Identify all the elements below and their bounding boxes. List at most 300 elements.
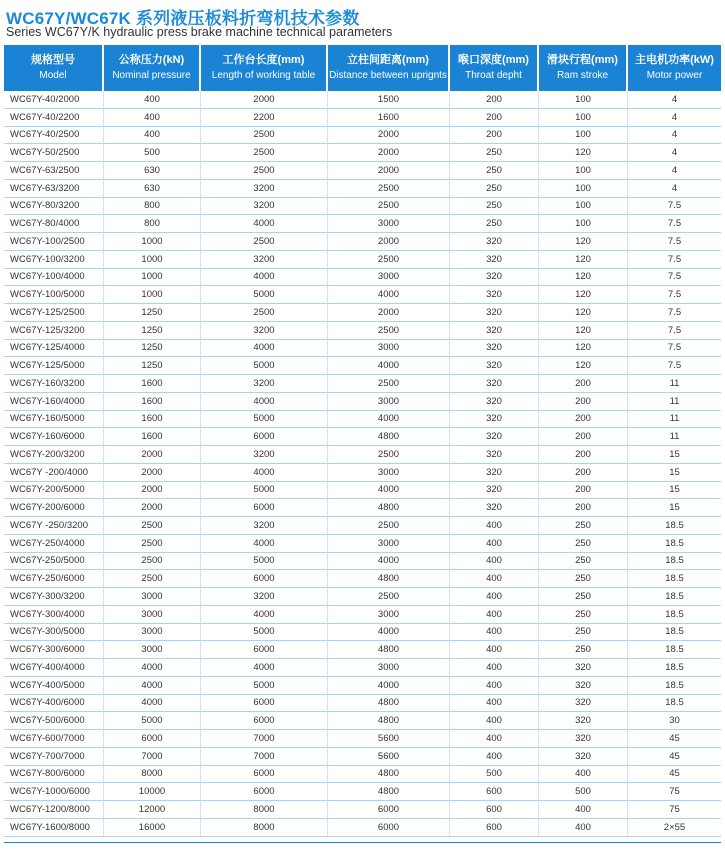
table-row — [4, 286, 721, 304]
cell-motor-power: 11 — [628, 428, 721, 446]
cell-upright-distance: 1600 — [328, 109, 450, 127]
cell-throat-depth: 250 — [450, 144, 539, 162]
cell-ram-stroke: 250 — [539, 606, 628, 624]
cell-nominal-pressure: 1000 — [104, 269, 201, 287]
cell-nominal-pressure: 2000 — [104, 446, 201, 464]
cell-motor-power: 15 — [628, 482, 721, 500]
cell-nominal-pressure: 3000 — [104, 606, 201, 624]
cell-ram-stroke: 250 — [539, 553, 628, 571]
table-row — [4, 322, 721, 340]
cell-model: WC67Y-80/3200 — [4, 198, 104, 216]
cell-upright-distance: 3000 — [328, 464, 450, 482]
cell-throat-depth: 400 — [450, 695, 539, 713]
table-row — [4, 162, 721, 180]
cell-table-length: 8000 — [201, 801, 328, 819]
cell-table-length: 7000 — [201, 730, 328, 748]
cell-model: WC67Y-1000/6000 — [4, 783, 104, 801]
cell-table-length: 4000 — [201, 269, 328, 287]
cell-nominal-pressure: 630 — [104, 162, 201, 180]
cell-motor-power: 4 — [628, 144, 721, 162]
cell-model: WC67Y-100/4000 — [4, 269, 104, 287]
cell-upright-distance: 2500 — [328, 198, 450, 216]
cell-table-length: 6000 — [201, 712, 328, 730]
cell-ram-stroke: 200 — [539, 464, 628, 482]
cell-upright-distance: 4000 — [328, 677, 450, 695]
cell-motor-power: 75 — [628, 801, 721, 819]
cell-nominal-pressure: 4000 — [104, 659, 201, 677]
cell-model: WC67Y-400/6000 — [4, 695, 104, 713]
cell-throat-depth: 200 — [450, 109, 539, 127]
cell-ram-stroke: 320 — [539, 677, 628, 695]
cell-nominal-pressure: 1250 — [104, 340, 201, 358]
cell-throat-depth: 320 — [450, 375, 539, 393]
column-header-en: Throat depht — [465, 70, 522, 81]
header-row — [4, 45, 721, 91]
cell-model: WC67Y-250/4000 — [4, 535, 104, 553]
cell-throat-depth: 400 — [450, 712, 539, 730]
table-row — [4, 570, 721, 588]
cell-motor-power: 18.5 — [628, 695, 721, 713]
cell-table-length: 2500 — [201, 233, 328, 251]
cell-upright-distance: 1500 — [328, 91, 450, 109]
cell-throat-depth: 250 — [450, 198, 539, 216]
cell-throat-depth: 400 — [450, 588, 539, 606]
cell-nominal-pressure: 2500 — [104, 570, 201, 588]
cell-motor-power: 7.5 — [628, 357, 721, 375]
cell-model: WC67Y-200/3200 — [4, 446, 104, 464]
cell-model: WC67Y-100/2500 — [4, 233, 104, 251]
cell-motor-power: 4 — [628, 180, 721, 198]
cell-ram-stroke: 200 — [539, 375, 628, 393]
cell-nominal-pressure: 1600 — [104, 375, 201, 393]
cell-table-length: 3200 — [201, 446, 328, 464]
cell-throat-depth: 500 — [450, 766, 539, 784]
cell-table-length: 3200 — [201, 375, 328, 393]
table-row — [4, 588, 721, 606]
column-header-en: Ram stroke — [556, 70, 609, 81]
table-row — [4, 695, 721, 713]
cell-ram-stroke: 100 — [539, 180, 628, 198]
cell-upright-distance: 2000 — [328, 162, 450, 180]
cell-motor-power: 15 — [628, 499, 721, 517]
cell-throat-depth: 320 — [450, 269, 539, 287]
cell-throat-depth: 320 — [450, 464, 539, 482]
table-row — [4, 411, 721, 429]
cell-upright-distance: 4000 — [328, 553, 450, 571]
cell-motor-power: 18.5 — [628, 535, 721, 553]
cell-upright-distance: 4800 — [328, 712, 450, 730]
cell-model: WC67Y-40/2000 — [4, 91, 104, 109]
table-row — [4, 304, 721, 322]
column-header-nominal-pressure — [104, 45, 201, 91]
cell-nominal-pressure: 2000 — [104, 464, 201, 482]
cell-table-length: 6000 — [201, 428, 328, 446]
table-row — [4, 748, 721, 766]
cell-ram-stroke: 400 — [539, 766, 628, 784]
cell-table-length: 8000 — [201, 819, 328, 837]
cell-motor-power: 4 — [628, 91, 721, 109]
cell-ram-stroke: 200 — [539, 482, 628, 500]
cell-model: WC67Y-300/4000 — [4, 606, 104, 624]
cell-nominal-pressure: 1000 — [104, 251, 201, 269]
cell-table-length: 5000 — [201, 482, 328, 500]
page-subtitle: Series WC67Y/K hydraulic press brake machine technical parameters — [6, 25, 393, 39]
cell-motor-power: 18.5 — [628, 553, 721, 571]
cell-model: WC67Y-125/4000 — [4, 340, 104, 358]
cell-nominal-pressure: 1000 — [104, 286, 201, 304]
cell-throat-depth: 320 — [450, 482, 539, 500]
cell-nominal-pressure: 400 — [104, 109, 201, 127]
cell-nominal-pressure: 3000 — [104, 641, 201, 659]
cell-throat-depth: 400 — [450, 748, 539, 766]
column-header-model — [4, 45, 104, 91]
cell-upright-distance: 2500 — [328, 375, 450, 393]
column-header-motor-power — [628, 45, 721, 91]
cell-model: WC67Y-125/5000 — [4, 357, 104, 375]
cell-nominal-pressure: 12000 — [104, 801, 201, 819]
table-row — [4, 446, 721, 464]
page-title: WC67Y/WC67K 系列液压板料折弯机技术参数 — [6, 9, 360, 28]
cell-ram-stroke: 200 — [539, 393, 628, 411]
cell-table-length: 3200 — [201, 517, 328, 535]
cell-table-length: 2500 — [201, 304, 328, 322]
cell-upright-distance: 4800 — [328, 428, 450, 446]
cell-upright-distance: 4800 — [328, 499, 450, 517]
cell-table-length: 2500 — [201, 162, 328, 180]
cell-ram-stroke: 120 — [539, 269, 628, 287]
cell-motor-power: 11 — [628, 411, 721, 429]
cell-ram-stroke: 120 — [539, 304, 628, 322]
cell-table-length: 4000 — [201, 535, 328, 553]
cell-motor-power: 4 — [628, 109, 721, 127]
cell-table-length: 5000 — [201, 286, 328, 304]
cell-table-length: 6000 — [201, 499, 328, 517]
cell-throat-depth: 320 — [450, 251, 539, 269]
table-row — [4, 499, 721, 517]
cell-upright-distance: 2500 — [328, 322, 450, 340]
cell-ram-stroke: 100 — [539, 162, 628, 180]
cell-model: WC67Y-250/5000 — [4, 553, 104, 571]
cell-motor-power: 2×55 — [628, 819, 721, 837]
cell-model: WC67Y-160/4000 — [4, 393, 104, 411]
cell-ram-stroke: 120 — [539, 357, 628, 375]
table-row — [4, 553, 721, 571]
cell-upright-distance: 3000 — [328, 606, 450, 624]
cell-nominal-pressure: 800 — [104, 215, 201, 233]
cell-model: WC67Y -200/4000 — [4, 464, 104, 482]
cell-nominal-pressure: 630 — [104, 180, 201, 198]
table-row — [4, 624, 721, 642]
spec-table — [4, 45, 721, 837]
cell-nominal-pressure: 500 — [104, 144, 201, 162]
cell-nominal-pressure: 8000 — [104, 766, 201, 784]
cell-motor-power: 18.5 — [628, 517, 721, 535]
cell-throat-depth: 320 — [450, 286, 539, 304]
cell-ram-stroke: 120 — [539, 144, 628, 162]
table-row — [4, 109, 721, 127]
cell-throat-depth: 320 — [450, 393, 539, 411]
table-row — [4, 783, 721, 801]
cell-motor-power: 45 — [628, 766, 721, 784]
cell-model: WC67Y-160/3200 — [4, 375, 104, 393]
cell-table-length: 4000 — [201, 340, 328, 358]
cell-nominal-pressure: 4000 — [104, 677, 201, 695]
cell-upright-distance: 4000 — [328, 482, 450, 500]
cell-model: WC67Y-80/4000 — [4, 215, 104, 233]
cell-motor-power: 15 — [628, 446, 721, 464]
cell-table-length: 6000 — [201, 695, 328, 713]
cell-throat-depth: 400 — [450, 535, 539, 553]
table-body — [4, 91, 721, 837]
cell-ram-stroke: 200 — [539, 446, 628, 464]
cell-throat-depth: 600 — [450, 801, 539, 819]
table-row — [4, 251, 721, 269]
table-row — [4, 677, 721, 695]
cell-upright-distance: 6000 — [328, 801, 450, 819]
cell-model: WC67Y-40/2500 — [4, 127, 104, 145]
cell-model: WC67Y-100/5000 — [4, 286, 104, 304]
cell-throat-depth: 200 — [450, 91, 539, 109]
column-header-en: Nominal pressure — [112, 70, 191, 81]
cell-model: WC67Y-1200/8000 — [4, 801, 104, 819]
cell-table-length: 6000 — [201, 766, 328, 784]
cell-nominal-pressure: 1250 — [104, 357, 201, 375]
cell-throat-depth: 320 — [450, 411, 539, 429]
cell-ram-stroke: 320 — [539, 748, 628, 766]
cell-ram-stroke: 200 — [539, 411, 628, 429]
cell-motor-power: 18.5 — [628, 570, 721, 588]
cell-ram-stroke: 250 — [539, 570, 628, 588]
cell-table-length: 4000 — [201, 606, 328, 624]
cell-nominal-pressure: 3000 — [104, 624, 201, 642]
bottom-divider — [4, 842, 721, 843]
cell-ram-stroke: 100 — [539, 127, 628, 145]
column-header-zh: 喉口深度(mm) — [458, 54, 529, 66]
cell-ram-stroke: 200 — [539, 428, 628, 446]
cell-upright-distance: 2000 — [328, 144, 450, 162]
cell-table-length: 3200 — [201, 588, 328, 606]
cell-model: WC67Y-400/4000 — [4, 659, 104, 677]
cell-throat-depth: 320 — [450, 357, 539, 375]
cell-model: WC67Y-200/5000 — [4, 482, 104, 500]
cell-ram-stroke: 250 — [539, 641, 628, 659]
table-row — [4, 91, 721, 109]
table-row — [4, 464, 721, 482]
table-row — [4, 641, 721, 659]
cell-throat-depth: 400 — [450, 570, 539, 588]
table-row — [4, 766, 721, 784]
column-header-zh: 工作台长度(mm) — [222, 54, 305, 66]
cell-throat-depth: 320 — [450, 304, 539, 322]
column-header-zh: 规格型号 — [31, 54, 75, 66]
table-row — [4, 180, 721, 198]
cell-upright-distance: 2500 — [328, 251, 450, 269]
cell-nominal-pressure: 800 — [104, 198, 201, 216]
column-header-zh: 主电机功率(kW) — [635, 54, 714, 66]
cell-motor-power: 18.5 — [628, 606, 721, 624]
cell-upright-distance: 4800 — [328, 766, 450, 784]
cell-model: WC67Y-160/5000 — [4, 411, 104, 429]
cell-motor-power: 4 — [628, 127, 721, 145]
table-row — [4, 801, 721, 819]
cell-ram-stroke: 120 — [539, 251, 628, 269]
cell-model: WC67Y-63/3200 — [4, 180, 104, 198]
cell-throat-depth: 400 — [450, 730, 539, 748]
cell-table-length: 5000 — [201, 411, 328, 429]
cell-motor-power: 18.5 — [628, 588, 721, 606]
cell-motor-power: 7.5 — [628, 304, 721, 322]
cell-model: WC67Y-300/6000 — [4, 641, 104, 659]
column-header-zh: 公称压力(kN) — [118, 54, 185, 66]
cell-model: WC67Y-160/6000 — [4, 428, 104, 446]
cell-ram-stroke: 400 — [539, 801, 628, 819]
cell-upright-distance: 4000 — [328, 357, 450, 375]
cell-throat-depth: 320 — [450, 446, 539, 464]
cell-model: WC67Y-400/5000 — [4, 677, 104, 695]
cell-ram-stroke: 320 — [539, 695, 628, 713]
cell-model: WC67Y-40/2200 — [4, 109, 104, 127]
cell-table-length: 2000 — [201, 91, 328, 109]
cell-model: WC67Y-600/7000 — [4, 730, 104, 748]
table-row — [4, 482, 721, 500]
cell-throat-depth: 320 — [450, 322, 539, 340]
table-row — [4, 535, 721, 553]
cell-upright-distance: 2500 — [328, 517, 450, 535]
cell-table-length: 3200 — [201, 180, 328, 198]
column-header-en: Length of working table — [211, 70, 316, 81]
table-row — [4, 659, 721, 677]
cell-nominal-pressure: 1250 — [104, 304, 201, 322]
cell-nominal-pressure: 400 — [104, 127, 201, 145]
table-row — [4, 606, 721, 624]
column-header-throat-depth — [450, 45, 539, 91]
cell-table-length: 5000 — [201, 677, 328, 695]
table-row — [4, 144, 721, 162]
table-row — [4, 357, 721, 375]
cell-ram-stroke: 500 — [539, 783, 628, 801]
cell-nominal-pressure: 7000 — [104, 748, 201, 766]
cell-upright-distance: 4000 — [328, 624, 450, 642]
table-row — [4, 269, 721, 287]
cell-ram-stroke: 250 — [539, 535, 628, 553]
cell-table-length: 4000 — [201, 215, 328, 233]
cell-nominal-pressure: 2500 — [104, 553, 201, 571]
cell-model: WC67Y-125/3200 — [4, 322, 104, 340]
column-header-en: Motor power — [646, 70, 703, 81]
cell-upright-distance: 2000 — [328, 127, 450, 145]
cell-ram-stroke: 250 — [539, 624, 628, 642]
cell-ram-stroke: 100 — [539, 91, 628, 109]
cell-upright-distance: 3000 — [328, 535, 450, 553]
cell-motor-power: 7.5 — [628, 198, 721, 216]
cell-ram-stroke: 400 — [539, 819, 628, 837]
cell-motor-power: 7.5 — [628, 233, 721, 251]
cell-upright-distance: 3000 — [328, 215, 450, 233]
cell-table-length: 4000 — [201, 393, 328, 411]
cell-model: WC67Y-200/6000 — [4, 499, 104, 517]
cell-table-length: 2500 — [201, 144, 328, 162]
cell-nominal-pressure: 10000 — [104, 783, 201, 801]
cell-upright-distance: 4800 — [328, 695, 450, 713]
cell-ram-stroke: 100 — [539, 198, 628, 216]
cell-nominal-pressure: 1250 — [104, 322, 201, 340]
cell-nominal-pressure: 2500 — [104, 517, 201, 535]
cell-motor-power: 11 — [628, 375, 721, 393]
cell-motor-power: 18.5 — [628, 659, 721, 677]
cell-nominal-pressure: 1000 — [104, 233, 201, 251]
cell-motor-power: 7.5 — [628, 286, 721, 304]
cell-throat-depth: 400 — [450, 553, 539, 571]
cell-throat-depth: 400 — [450, 624, 539, 642]
cell-nominal-pressure: 3000 — [104, 588, 201, 606]
cell-model: WC67Y-1600/8000 — [4, 819, 104, 837]
cell-upright-distance: 5600 — [328, 730, 450, 748]
cell-nominal-pressure: 400 — [104, 91, 201, 109]
cell-upright-distance: 3000 — [328, 269, 450, 287]
table-row — [4, 517, 721, 535]
cell-table-length: 7000 — [201, 748, 328, 766]
cell-throat-depth: 400 — [450, 659, 539, 677]
cell-motor-power: 75 — [628, 783, 721, 801]
cell-throat-depth: 400 — [450, 677, 539, 695]
cell-model: WC67Y-250/6000 — [4, 570, 104, 588]
cell-throat-depth: 600 — [450, 819, 539, 837]
column-header-ram-stroke — [539, 45, 628, 91]
cell-table-length: 4000 — [201, 659, 328, 677]
cell-ram-stroke: 320 — [539, 659, 628, 677]
cell-upright-distance: 4800 — [328, 641, 450, 659]
cell-upright-distance: 3000 — [328, 393, 450, 411]
cell-nominal-pressure: 1600 — [104, 393, 201, 411]
table-row — [4, 712, 721, 730]
cell-upright-distance: 2000 — [328, 233, 450, 251]
cell-throat-depth: 400 — [450, 517, 539, 535]
column-header-table-length — [201, 45, 328, 91]
cell-motor-power: 15 — [628, 464, 721, 482]
cell-ram-stroke: 250 — [539, 517, 628, 535]
cell-model: WC67Y-500/6000 — [4, 712, 104, 730]
cell-motor-power: 45 — [628, 730, 721, 748]
cell-ram-stroke: 120 — [539, 233, 628, 251]
cell-motor-power: 18.5 — [628, 624, 721, 642]
cell-upright-distance: 4000 — [328, 411, 450, 429]
cell-ram-stroke: 100 — [539, 215, 628, 233]
cell-nominal-pressure: 2000 — [104, 482, 201, 500]
cell-ram-stroke: 120 — [539, 340, 628, 358]
cell-model: WC67Y-300/3200 — [4, 588, 104, 606]
cell-throat-depth: 320 — [450, 499, 539, 517]
cell-table-length: 2200 — [201, 109, 328, 127]
cell-motor-power: 11 — [628, 393, 721, 411]
cell-table-length: 2500 — [201, 127, 328, 145]
cell-motor-power: 18.5 — [628, 641, 721, 659]
cell-model: WC67Y-63/2500 — [4, 162, 104, 180]
cell-nominal-pressure: 2000 — [104, 499, 201, 517]
table-row — [4, 340, 721, 358]
cell-nominal-pressure: 2500 — [104, 535, 201, 553]
cell-upright-distance: 2500 — [328, 588, 450, 606]
cell-throat-depth: 600 — [450, 783, 539, 801]
cell-motor-power: 7.5 — [628, 215, 721, 233]
cell-ram-stroke: 320 — [539, 730, 628, 748]
cell-nominal-pressure: 4000 — [104, 695, 201, 713]
cell-model: WC67Y-100/3200 — [4, 251, 104, 269]
cell-motor-power: 7.5 — [628, 322, 721, 340]
cell-table-length: 5000 — [201, 357, 328, 375]
cell-table-length: 3200 — [201, 251, 328, 269]
table-row — [4, 819, 721, 837]
cell-upright-distance: 2000 — [328, 304, 450, 322]
